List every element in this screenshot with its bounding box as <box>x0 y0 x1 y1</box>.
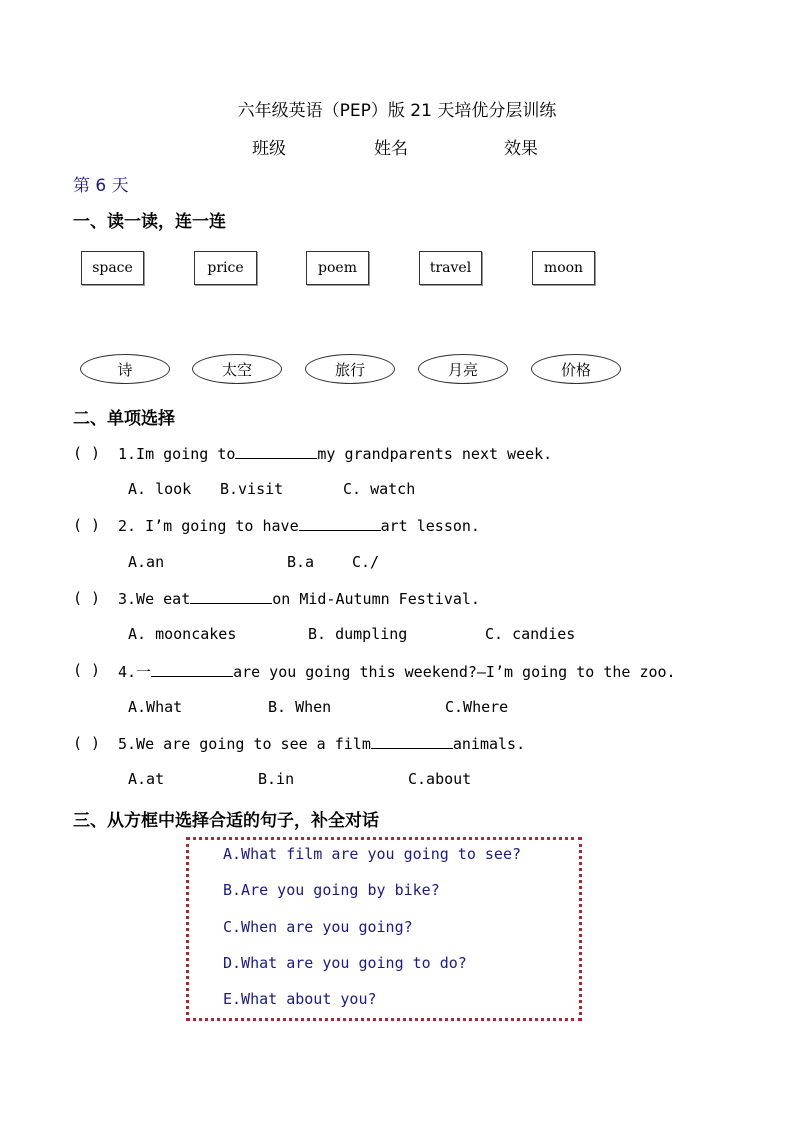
word-box: travel <box>419 251 482 285</box>
fill-blank[interactable] <box>190 589 272 604</box>
question-text: my grandparents next week. <box>317 445 553 463</box>
fill-blank[interactable] <box>299 516 381 531</box>
option-a: A. mooncakes <box>128 625 237 643</box>
option-b: B. dumpling <box>308 625 408 643</box>
section-2-heading: 二、单项选择 <box>73 409 175 429</box>
answer-paren[interactable]: ( ) <box>73 734 101 752</box>
word-box: poem <box>306 251 369 285</box>
fill-blank[interactable] <box>371 734 453 749</box>
fill-blank[interactable] <box>151 662 233 677</box>
option-c: C.about <box>408 770 472 788</box>
sentence-choice-box <box>186 837 582 1021</box>
question-text: art lesson. <box>380 517 480 535</box>
choice-b: B.Are you going by bike? <box>223 881 440 899</box>
question-text: 4.一 <box>118 663 152 681</box>
option-c: C. watch <box>343 480 416 498</box>
section-1-heading: 一、读一读，连一连 <box>73 212 226 232</box>
choice-d: D.What are you going to do? <box>223 954 467 972</box>
name-label: 姓名 <box>374 139 408 159</box>
word-box: price <box>194 251 257 285</box>
option-b: B. When <box>268 698 332 716</box>
meaning-oval: 太空 <box>192 354 282 384</box>
question-text: 5.We are going to see a film <box>118 735 371 753</box>
result-label: 效果 <box>504 139 538 159</box>
question-text: are you going this weekend?—I’m going to the zoo. <box>233 663 676 681</box>
option-b: B.visit <box>220 480 284 498</box>
answer-paren[interactable]: ( ) <box>73 444 101 462</box>
meaning-oval: 诗 <box>80 354 170 384</box>
question-5 <box>118 734 525 753</box>
choice-e: E.What about you? <box>223 990 377 1008</box>
fill-blank[interactable] <box>235 444 317 459</box>
meaning-oval: 旅行 <box>305 354 395 384</box>
question-4 <box>118 661 676 682</box>
question-text: 2. I’m going to have <box>118 517 299 535</box>
choice-c: C.When are you going? <box>223 918 413 936</box>
option-c: C./ <box>352 553 380 571</box>
word-box: moon <box>532 251 595 285</box>
option-a: A.at <box>128 770 165 788</box>
choice-a: A.What film are you going to see? <box>223 845 522 863</box>
option-b: B.a <box>287 553 315 571</box>
answer-paren[interactable]: ( ) <box>73 661 101 679</box>
question-text: 1.Im going to <box>118 445 236 463</box>
question-text: on Mid-Autumn Festival. <box>272 590 480 608</box>
section-3-heading: 三、从方框中选择合适的句子，补全对话 <box>73 811 379 831</box>
meaning-oval: 月亮 <box>418 354 508 384</box>
option-b: B.in <box>258 770 295 788</box>
question-text: animals. <box>452 735 526 753</box>
option-a: A.What <box>128 698 183 716</box>
answer-paren[interactable]: ( ) <box>73 589 101 607</box>
question-2 <box>118 516 480 535</box>
question-1 <box>118 444 552 463</box>
word-box: space <box>81 251 144 285</box>
page-title: 六年级英语（PEP）版 21 天培优分层训练 <box>237 101 557 121</box>
option-c: C.Where <box>445 698 509 716</box>
answer-paren[interactable]: ( ) <box>73 516 101 534</box>
meaning-oval: 价格 <box>531 354 621 384</box>
class-label: 班级 <box>252 139 286 159</box>
option-a: A.an <box>128 553 165 571</box>
option-a: A. look <box>128 480 192 498</box>
option-c: C. candies <box>485 625 576 643</box>
question-3 <box>118 589 480 608</box>
question-text: 3.We eat <box>118 590 191 608</box>
day-label: 第 6 天 <box>73 176 129 196</box>
